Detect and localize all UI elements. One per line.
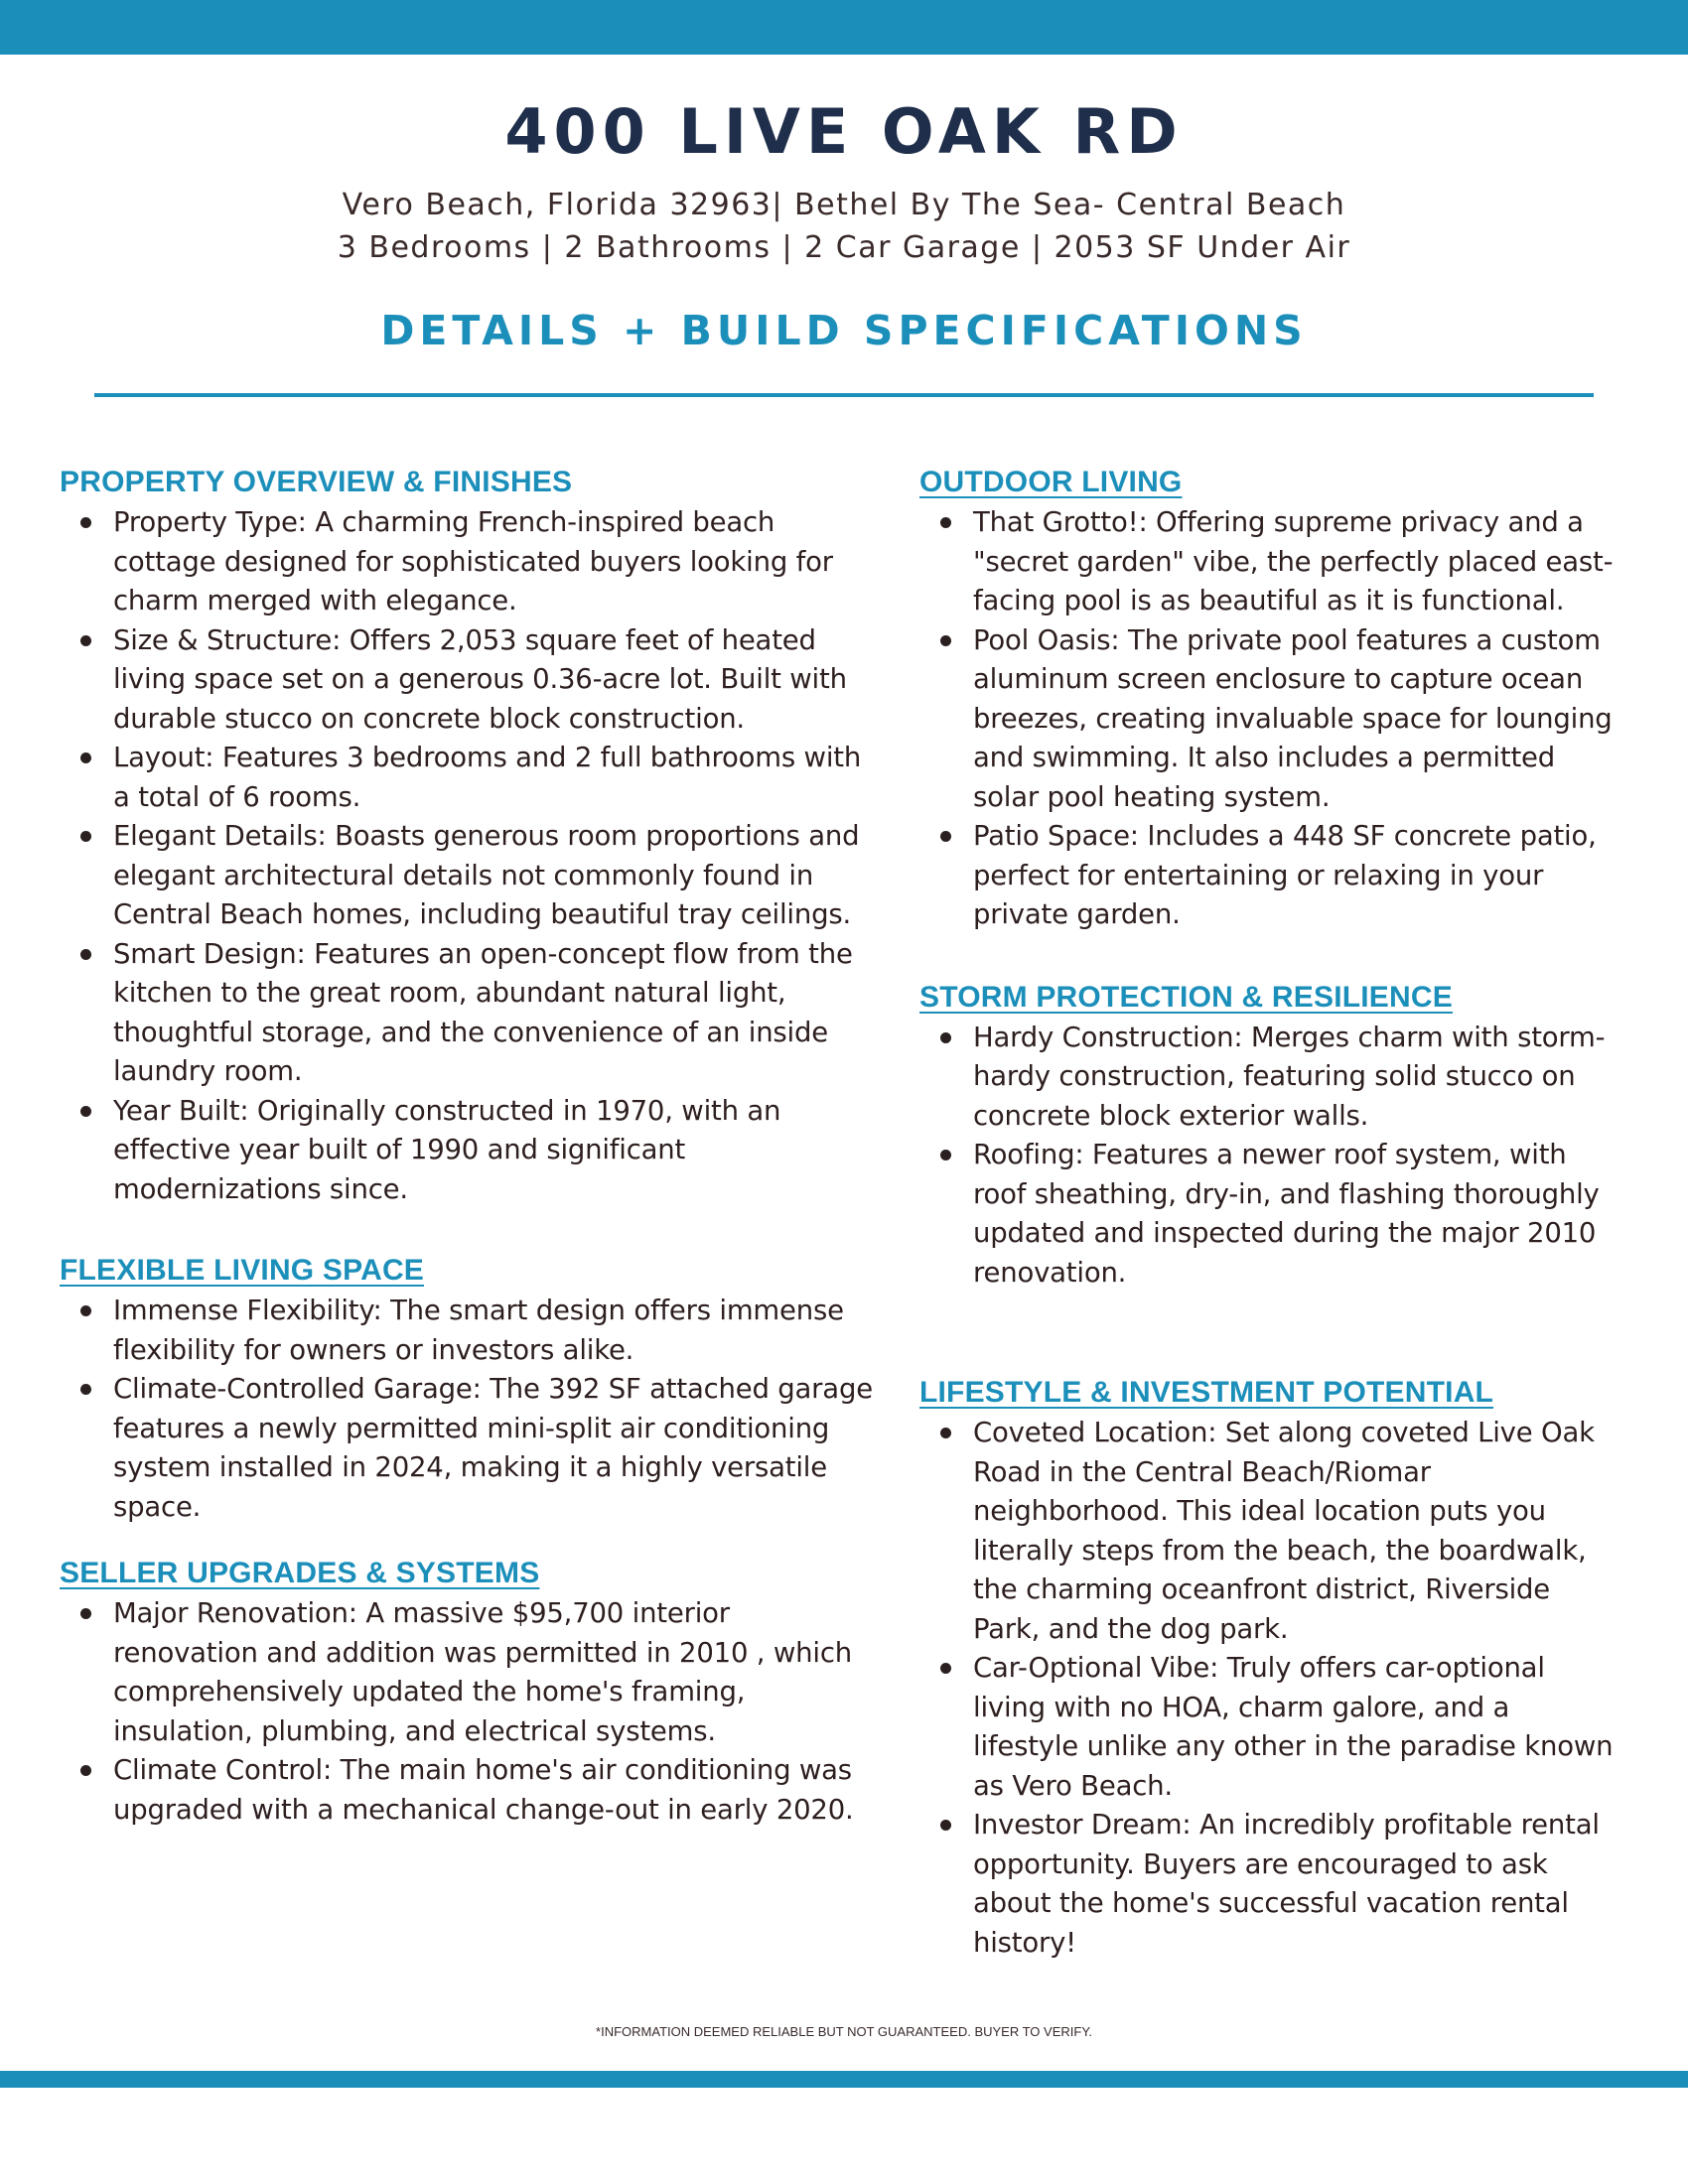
disclaimer-text: *INFORMATION DEEMED RELIABLE BUT NOT GUARANTEED. BUYER TO VERIFY. xyxy=(596,2024,1092,2039)
property-summary-line: 3 Bedrooms | 2 Bathrooms | 2 Car Garage | 2053 SF Under Air xyxy=(337,230,1351,265)
section-heading: LIFESTYLE & INVESTMENT POTENTIAL xyxy=(919,1376,1494,1409)
list-item-text: Roofing: Features a newer roof system, with roof sheathing, dry-in, and flashing thoroughly updated and inspected during the major 2010 renovation. xyxy=(973,1139,1600,1289)
list-item xyxy=(113,503,874,621)
bullet-icon xyxy=(80,1305,91,1316)
bullet-icon xyxy=(80,1765,91,1776)
bullet-icon xyxy=(80,949,91,960)
header-divider xyxy=(94,393,1594,397)
bullet-icon xyxy=(80,517,91,528)
bullet-list xyxy=(60,503,874,1209)
list-item xyxy=(113,739,874,817)
bullet-icon xyxy=(940,1428,951,1438)
list-item-text: Layout: Features 3 bedrooms and 2 full bathrooms with a total of 6 rooms. xyxy=(113,742,862,813)
list-item xyxy=(973,1649,1615,1806)
bullet-icon xyxy=(80,1608,91,1619)
list-item-text: Car-Optional Vibe: Truly offers car-optional living with no HOA, charm galore, and a lifestyle unlike any other in the paradise known as Vero Beach. xyxy=(973,1652,1614,1802)
section-seller-upgrades xyxy=(60,1553,874,1830)
list-item xyxy=(973,1019,1615,1137)
list-item-text: Property Type: A charming French-inspired beach cottage designed for sophisticated buyers looking for charm merged with elegance. xyxy=(113,506,833,616)
section-heading: SELLER UPGRADES & SYSTEMS xyxy=(60,1557,540,1589)
list-item-text: Patio Space: Includes a 448 SF concrete patio, perfect for entertaining or relaxing in your private garden. xyxy=(973,820,1597,930)
right-column xyxy=(919,462,1615,1963)
bullet-list xyxy=(60,1594,874,1830)
list-item xyxy=(973,817,1615,935)
list-item xyxy=(973,503,1615,621)
section-storm-protection xyxy=(919,977,1615,1294)
list-item xyxy=(973,1414,1615,1649)
list-item xyxy=(113,1092,874,1210)
list-item xyxy=(973,621,1615,818)
top-accent-bar xyxy=(0,0,1688,55)
bullet-icon xyxy=(80,1384,91,1395)
list-item xyxy=(113,621,874,740)
bullet-icon xyxy=(80,1106,91,1117)
list-item-text: Year Built: Originally constructed in 1970, with an effective year built of 1990 and significant modernizations since. xyxy=(113,1094,781,1205)
list-item-text: Investor Dream: An incredibly profitable rental opportunity. Buyers are encouraged to ask about the home's successful vacation rental history! xyxy=(973,1809,1600,1959)
section-property-overview xyxy=(60,462,874,1209)
section-heading: PROPERTY OVERVIEW & FINISHES xyxy=(60,466,573,498)
list-item-text: Major Renovation: A massive $95,700 interior renovation and addition was permitted in 2010 , which comprehensively updated the home's framing, insulation, plumbing, and electrical systems. xyxy=(113,1597,852,1747)
bullet-list xyxy=(919,503,1615,935)
section-lifestyle-investment xyxy=(919,1372,1615,1963)
section-outdoor-living xyxy=(919,462,1615,935)
bullet-icon xyxy=(940,1032,951,1043)
section-banner-title: DETAILS + BUILD SPECIFICATIONS xyxy=(380,307,1308,354)
list-item-text: Climate Control: The main home's air conditioning was upgraded with a mechanical change-out in early 2020. xyxy=(113,1754,854,1826)
list-item xyxy=(113,1292,874,1370)
list-item xyxy=(113,817,874,935)
list-item-text: Coveted Location: Set along coveted Live Oak Road in the Central Beach/Riomar neighborhood. This ideal location puts you literally steps from the beach, the boardwalk, the charming oceanfront district, Riverside Park, and the dog park. xyxy=(973,1417,1595,1645)
bullet-icon xyxy=(940,1150,951,1160)
list-item-text: Elegant Details: Boasts generous room proportions and elegant architectural details not commonly found in Central Beach homes, including beautiful tray ceilings. xyxy=(113,820,860,930)
list-item xyxy=(973,1806,1615,1963)
list-item-text: Hardy Construction: Merges charm with storm-hardy construction, featuring solid stucco on concrete block exterior walls. xyxy=(973,1021,1606,1132)
bullet-list xyxy=(919,1019,1615,1294)
section-heading: OUTDOOR LIVING xyxy=(919,466,1183,498)
section-flexible-living xyxy=(60,1250,874,1527)
section-heading: FLEXIBLE LIVING SPACE xyxy=(60,1254,425,1287)
list-item xyxy=(113,1594,874,1751)
bullet-icon xyxy=(80,831,91,842)
bullet-icon xyxy=(940,831,951,842)
list-item-text: Climate-Controlled Garage: The 392 SF attached garage features a newly permitted mini-split air conditioning system installed in 2024, making it a highly versatile space. xyxy=(113,1373,873,1523)
bullet-icon xyxy=(80,635,91,646)
list-item-text: Immense Flexibility: The smart design offers immense flexibility for owners or investors alike. xyxy=(113,1295,844,1366)
list-item xyxy=(973,1136,1615,1293)
list-item-text: Size & Structure: Offers 2,053 square feet of heated living space set on a generous 0.36-acre lot. Built with durable stucco on concrete block construction. xyxy=(113,623,847,735)
list-item-text: That Grotto!: Offering supreme privacy and a "secret garden" vibe, the perfectly placed east-facing pool is as beautiful as it is functional. xyxy=(973,506,1614,616)
list-item xyxy=(113,1751,874,1830)
bullet-icon xyxy=(80,752,91,763)
list-item-text: Pool Oasis: The private pool features a custom aluminum screen enclosure to capture ocean breezes, creating invaluable space for lounging and swimming. It also includes a permitted solar pool heating system. xyxy=(973,623,1613,813)
bullet-list xyxy=(919,1414,1615,1963)
bullet-list xyxy=(60,1292,874,1527)
bullet-icon xyxy=(940,1820,951,1831)
page-title: 400 LIVE OAK RD xyxy=(504,95,1184,168)
list-item xyxy=(113,935,874,1092)
left-column xyxy=(60,462,874,1830)
section-heading: STORM PROTECTION & RESILIENCE xyxy=(919,980,1453,1014)
bullet-icon xyxy=(940,635,951,646)
bullet-icon xyxy=(940,517,951,528)
list-item-text: Smart Design: Features an open-concept flow from the kitchen to the great room, abundant natural light, thoughtful storage, and the convenience of an inside laundry room. xyxy=(113,937,853,1087)
address-line: Vero Beach, Florida 32963| Bethel By The Sea- Central Beach xyxy=(342,188,1346,222)
bottom-accent-bar xyxy=(0,2071,1688,2088)
bullet-icon xyxy=(940,1663,951,1674)
list-item xyxy=(113,1370,874,1527)
